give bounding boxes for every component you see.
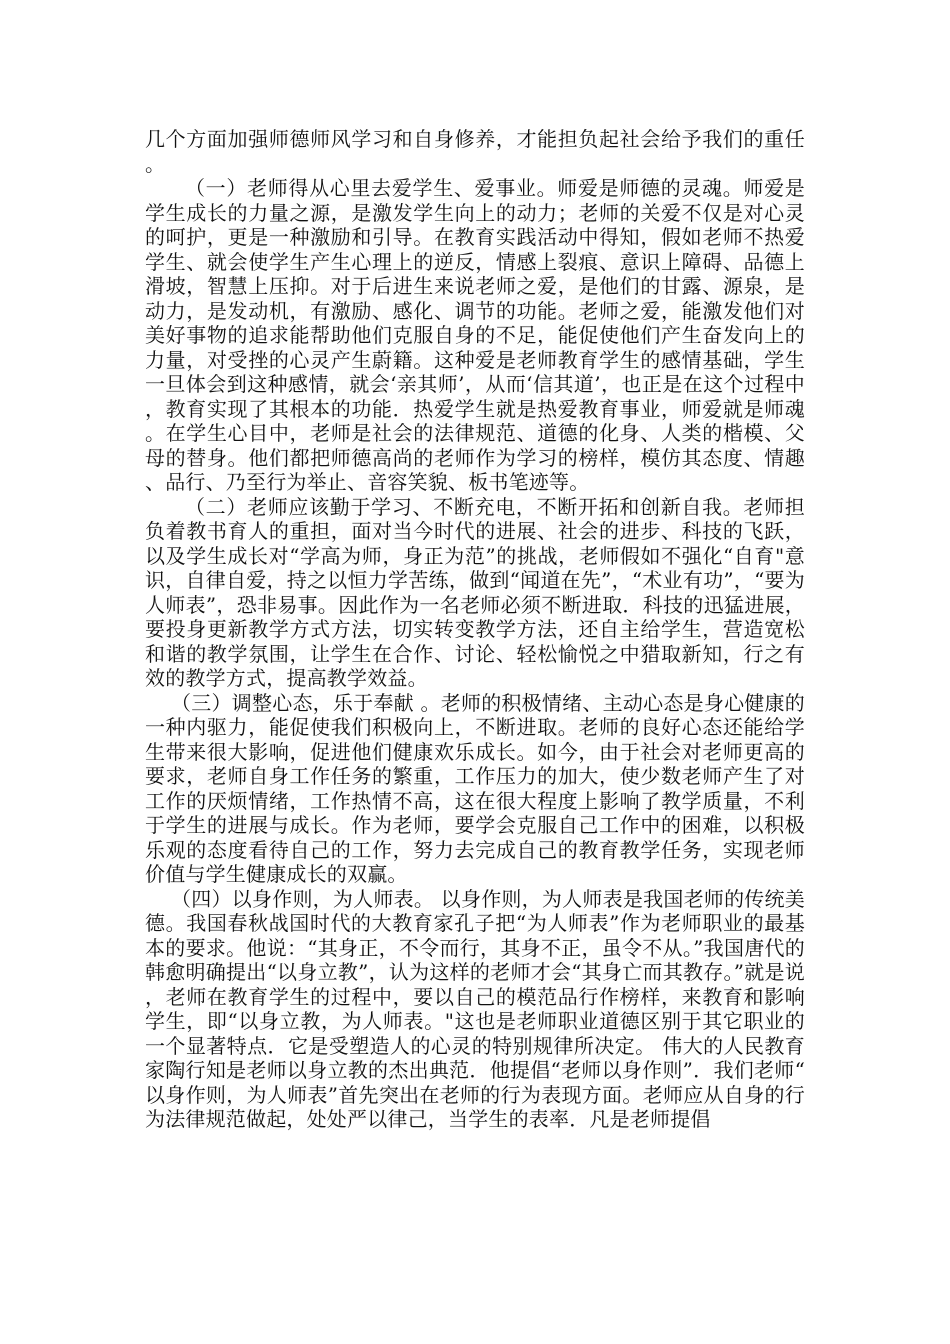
- document-body: [145, 127, 805, 1132]
- paragraph-section-3: （三）调整心态，乐于奉献 。老师的积极情绪、主动心态是身心健康的一种内驱力，能促使我们积极向上，不断进取。老师的良好心态还能给学生带来很大影响，促进他们健康欢乐成长。如今，由于社会对老师更高的要求，老师自身工作任务的繁重，工作压力的加大，使少数老师产生了对工作的厌烦情绪，工作热情不高，这在很大程度上影响了教学质量，不利于学生的进展与成长。作为老师，要学会克服自己工作中的困难，以积极乐观的态度看待自己的工作，努力去完成自己的教育教学任务，实现老师价值与学生健康成长的双赢。: [145, 690, 805, 886]
- paragraph-section-2: （二）老师应该勤于学习、不断充电，不断开拓和创新自我。老师担负着教书育人的重担，面对当今时代的进展、社会的进步、科技的飞跃，以及学生成长对“学高为师，身正为范”的挑战，老师假如不强化“自育"意识，自律自爱，持之以恒力学苦练，做到“闻道在先”，“术业有功”，“要为人师表”，恐非易事。因此作为一名老师必须不断进取．科技的迅猛进展，要投身更新教学方式方法，切实转变教学方法，还自主给学生，营造宽松和谐的教学氛围，让学生在合作、讨论、轻松愉悦之中猎取新知，行之有效的教学方式，提高教学效益。: [145, 494, 805, 690]
- paragraph-intro-continuation: 几个方面加强师德师风学习和自身修养，才能担负起社会给予我们的重任。: [145, 127, 805, 176]
- paragraph-section-4: （四）以身作则，为人师表。 以身作则，为人师表是我国老师的传统美德。我国春秋战国时代的大教育家孔子把“为人师表”作为老师职业的最基本的要求。他说：“其身正，不令而行，其身不正，虽令不从。”我国唐代的韩愈明确提出“以身立教”，认为这样的老师才会“其身亡而其教存。”就是说，老师在教育学生的过程中，要以自己的模范品行作榜样，来教育和影响学生，即“以身立教，为人师表。"这也是老师职业道德区别于其它职业的一个显著特点．它是受塑造人的心灵的特别规律所决定。 伟大的人民教育家陶行知是老师以身立教的杰出典范．他提倡“老师以身作则”．我们老师“以身作则，为人师表”首先突出在老师的行为表现方面。老师应从自身的行为法律规范做起，处处严以律己，当学生的表率．凡是老师提倡: [145, 886, 805, 1131]
- paragraph-section-1: （一）老师得从心里去爱学生、爱事业。师爱是师德的灵魂。师爱是学生成长的力量之源，是激发学生向上的动力；老师的关爱不仅是对心灵的呵护，更是一种激励和引导。在教育实践活动中得知，假如老师不热爱学生、就会使学生产生心理上的逆反，情感上裂痕、意识上障碍、品德上滑坡，智慧上压抑。对于后进生来说老师之爱，是他们的甘露、源泉，是动力，是发动机，有激励、感化、调节的功能。老师之爱，能激发他们对美好事物的追求能帮助他们克服自身的不足，能促使他们产生奋发向上的力量，对受挫的心灵产生蔚籍。这种爱是老师教育学生的感情基础，学生一旦体会到这种感情，就会‘亲其师’，从而‘信其道’，也正是在这个过程中，教育实现了其根本的功能．热爱学生就是热爱教育事业，师爱就是师魂。在学生心目中，老师是社会的法律规范、道德的化身、人类的楷模、父母的替身。他们都把师德高尚的老师作为学习的榜样，模仿其态度、情趣、品行、乃至行为举止、音容笑貌、板书笔迹等。: [145, 176, 805, 494]
